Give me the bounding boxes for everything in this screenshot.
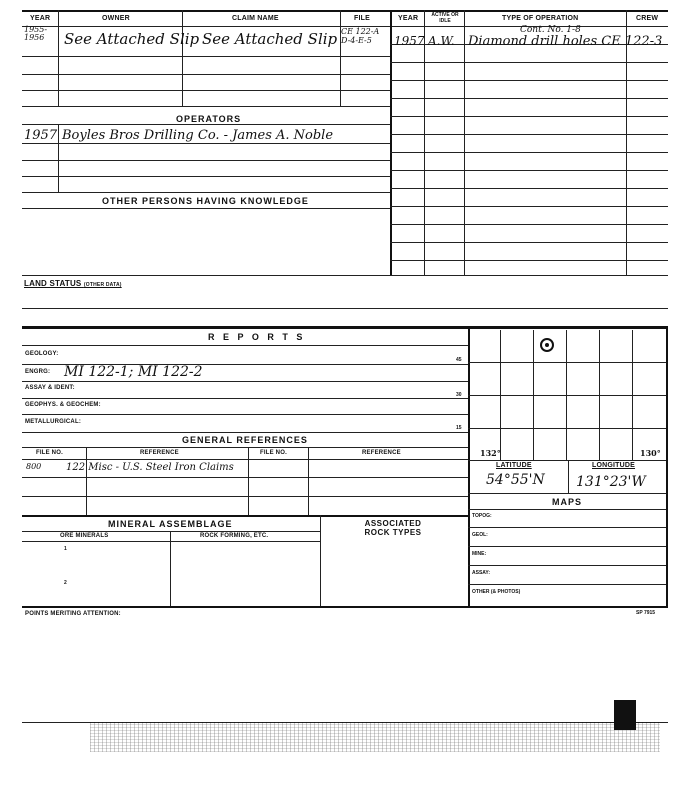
row-line [468, 527, 666, 528]
vline-op-year [58, 124, 59, 192]
col-type-of-operation: TYPE OF OPERATION [502, 15, 579, 22]
genref-col-file2: FILE NO. [260, 450, 287, 456]
row-line [22, 106, 390, 107]
mineral-header: MINERAL ASSEMBLAGE [108, 519, 233, 529]
row-line [390, 242, 668, 243]
other-persons-header: OTHER PERSONS HAVING KNOWLEDGE [102, 196, 309, 206]
row-line [390, 62, 668, 63]
col-file: FILE [354, 15, 370, 22]
grid-hline [468, 395, 666, 396]
row-line [390, 206, 668, 207]
row-line [22, 541, 320, 542]
points-code: SP 7915 [636, 610, 656, 616]
maps-other: OTHER (& PHOTOS) [472, 589, 521, 595]
row-line [22, 90, 390, 91]
row1-year2: 1957 [394, 34, 425, 48]
reports-header: R E P O R T S [208, 332, 306, 342]
vline-latlong [568, 460, 569, 493]
row-line [22, 414, 468, 415]
vline-year [58, 10, 59, 106]
row-line [22, 160, 390, 161]
left-longitude: 132° [480, 448, 501, 458]
row-line [468, 546, 666, 547]
row-line [22, 192, 390, 193]
row-line [390, 260, 668, 261]
rock-forming-label: ROCK FORMING, ETC. [200, 533, 269, 539]
row1-operation: Diamond drill holes CE 122-3 [468, 34, 663, 49]
scan-noise [90, 722, 660, 752]
assoc-rock-types: ASSOCIATED ROCK TYPES [364, 519, 422, 537]
row1-year: 1955-1956 [24, 25, 48, 42]
genref-entry-file: 800 [26, 462, 42, 471]
genref-col-file: FILE NO. [36, 450, 63, 456]
row-line [22, 56, 390, 57]
col-crew: CREW [636, 15, 659, 22]
operators-line [22, 124, 390, 125]
row-line [22, 176, 390, 177]
vline-type [626, 10, 627, 275]
top-border [22, 10, 668, 12]
grid-hline [468, 362, 666, 363]
vline-claim [340, 10, 341, 106]
vline-ref [308, 447, 309, 515]
row-line [22, 447, 468, 448]
row-line [22, 345, 468, 346]
longitude-value: 131°23'W [576, 474, 646, 490]
general-references-header: GENERAL REFERENCES [182, 435, 308, 445]
engrg-value: MI 122-1; MI 122-2 [64, 364, 203, 380]
row-line [390, 98, 668, 99]
right-longitude: 130° [640, 448, 661, 458]
maps-header: MAPS [552, 497, 583, 507]
row-line [22, 381, 468, 382]
col-claim-name: CLAIM NAME [232, 15, 279, 22]
maps-geol: GEOL: [472, 532, 488, 538]
row-line [468, 565, 666, 566]
longitude-label: LONGITUDE [592, 462, 636, 469]
genref-col-ref: REFERENCE [140, 450, 179, 456]
genref-entry-ref: 122 Misc - U.S. Steel Iron Claims [66, 462, 234, 473]
vline-active [464, 10, 465, 275]
scan-mark [614, 700, 636, 730]
row-line [390, 188, 668, 189]
grid-hline [468, 428, 666, 429]
vline-ref [86, 447, 87, 515]
land-status-label: LAND STATUS (OTHER DATA) [24, 279, 122, 288]
row-line [22, 531, 320, 532]
latitude-value: 54°55'N [486, 472, 545, 488]
row-line [390, 80, 668, 81]
mineral-row-2: 2 [64, 580, 67, 586]
vline-file [390, 10, 392, 275]
geology-label: GEOLOGY: [25, 351, 59, 357]
vline-year2 [424, 10, 425, 275]
row-line [22, 74, 390, 75]
row-line [468, 493, 666, 494]
row-line [390, 134, 668, 135]
assay-label: ASSAY & IDENT: [25, 385, 75, 391]
genref-col-ref2: REFERENCE [362, 450, 401, 456]
land-line [22, 308, 668, 309]
vline-right-edge [666, 328, 668, 606]
engrg-label: ENGRG: [25, 369, 51, 375]
row1-file: CE 122-A D-4-E-5 [341, 27, 380, 45]
operators-header: OPERATORS [176, 114, 242, 124]
location-marker-icon [540, 338, 554, 352]
row-line [22, 515, 468, 517]
row1-operation-note: Cont. No. 1-8 [520, 25, 581, 35]
row-line [390, 170, 668, 171]
geophys-label: GEOPHYS. & GEOCHEM: [25, 402, 101, 408]
points-top-border [22, 606, 668, 608]
operators-entry: Boyles Bros Drilling Co. - James A. Noble [62, 128, 334, 143]
points-label: POINTS MERITING ATTENTION: [25, 611, 121, 617]
col-owner: OWNER [102, 15, 130, 22]
num-15: 15 [456, 425, 462, 431]
vline-mineral [170, 531, 171, 606]
row-line [22, 496, 468, 497]
row-line [22, 208, 390, 209]
maps-mine: MINE: [472, 551, 487, 557]
row-line [22, 477, 468, 478]
metallurgical-label: METALLURGICAL: [25, 419, 82, 425]
maps-topog: TOPOG: [472, 513, 492, 519]
maps-assay: ASSAY: [472, 570, 491, 576]
reports-top-border [22, 326, 668, 329]
col-year2: YEAR [398, 15, 419, 22]
row-line [390, 116, 668, 117]
col-active: ACTIVE OR IDLE [431, 12, 459, 24]
row-line [22, 275, 668, 276]
num-45: 45 [456, 357, 462, 363]
ore-minerals-label: ORE MINERALS [60, 533, 109, 539]
row-line [22, 432, 468, 433]
col-year: YEAR [30, 15, 51, 22]
row-line [468, 584, 666, 585]
row1-owner: See Attached Slip [64, 30, 200, 48]
operators-year: 1957 [24, 128, 58, 143]
row-line [468, 460, 666, 461]
vline-ref [248, 447, 249, 515]
row-line [468, 509, 666, 510]
num-30: 30 [456, 392, 462, 398]
row-line [22, 459, 468, 460]
vline-owner [182, 10, 183, 106]
row-line [390, 224, 668, 225]
vline-assoc [320, 515, 321, 606]
row1-active: A.W. [428, 34, 455, 48]
row-line [22, 398, 468, 399]
mineral-row-1: 1 [64, 546, 67, 552]
row-line [22, 143, 390, 144]
row-line [390, 152, 668, 153]
row1-claim-name: See Attached Slip [202, 30, 338, 48]
latitude-label: LATITUDE [496, 462, 532, 469]
